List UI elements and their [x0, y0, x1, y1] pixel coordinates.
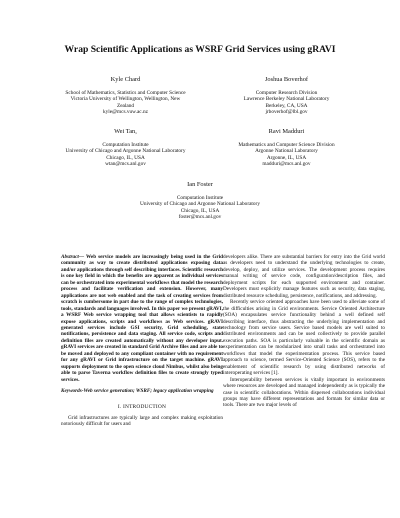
author-affiliation: Berkeley, CA, USA: [265, 102, 308, 109]
keywords: Keywords-Web service generation; WSRF; legacy application wrapping: [61, 388, 214, 395]
author-block-1: [53, 77, 198, 116]
author-name: Joshua Boverhof: [264, 76, 309, 83]
author-name: Wei Tan,: [114, 128, 137, 135]
author-affiliation: University of Chicago and Argonne National Laboratory: [65, 148, 186, 154]
author-name: Ravi Madduri: [268, 128, 305, 135]
author-email: madduri@mcs.anl.gov: [262, 161, 311, 167]
author-affiliation: Computation Institute: [102, 141, 149, 148]
abstract: [61, 254, 223, 383]
section-heading-introduction: I. INTRODUCTION: [117, 403, 167, 410]
author-affiliation: Victoria University of Wellington, Wellington, New: [70, 96, 181, 102]
body-paragraph-3: Interoperability between services is vitally important in environments where resources are developed and managed independently as is typically the case in scientific collaborations. Within dispersed collaborations individual groups may have different representations and formats for similar data or tools. There are two major levels of: [223, 376, 385, 409]
paper-title: Wrap Scientific Applications as WSRF Grid Services using gRAVI: [64, 44, 336, 55]
author-affiliation: Computer Research Division: [255, 89, 318, 96]
author-affiliation: Chicago, IL, USA: [106, 154, 145, 161]
author-affiliation: Chicago, IL, USA: [180, 207, 220, 214]
author-affiliation: Zealand: [116, 102, 135, 109]
author-block-5: [115, 182, 285, 221]
author-affiliation: University of Chicago and Argonne National Laboratory: [140, 201, 260, 207]
author-affiliation: School of Mathematics, Statistics and Computer Science: [65, 89, 186, 96]
author-affiliation: Argonne National Laboratory: [255, 148, 318, 154]
left-column: [61, 254, 223, 428]
author-block-4: [214, 129, 359, 168]
author-email: kyle@mcs.vuw.ac.nz: [103, 109, 148, 115]
author-block-3: [53, 129, 198, 168]
author-affiliation: Mathematics and Computer Science Division: [238, 141, 335, 148]
author-affiliation: Computation Institute: [176, 194, 224, 201]
author-affiliation: Lawrence Berkeley National Laboratory: [243, 96, 330, 102]
author-email: jrboverhof@lbl.gov: [265, 109, 308, 115]
intro-paragraph: Grid infrastructures are typically large and complex making exploitation notoriously difficult for users and: [61, 414, 223, 428]
author-block-2: [214, 77, 359, 116]
author-affiliation: Argonne, IL, USA: [266, 154, 307, 161]
author-name: Kyle Chard: [110, 76, 141, 83]
body-paragraph-1: developers alike. There are substantial barriers for entry into the Grid world as developers need to understand the underlying technologies to create, develop, deploy, and utilize services. The development process requires manual writing of service code, configuration/description files, and deployment scripts for each supported environment and container. Developers must explicitly manage features such as security, data staging, distributed resource scheduling, persistence, notifications, and addressing.: [223, 254, 385, 299]
author-name: Ian Foster: [187, 181, 213, 188]
right-column: [223, 254, 385, 409]
body-paragraph-2: Recently service oriented approaches have been used to alleviate some of the difficulties arising in Grid environments. Service Oriented Architecture (SOA) encapsulates service functionality behind a well defined self describing interface, thus abstracting the underlying implementation and technology from service users. Service based models are well suited to distributed environments and can be used collectively to provide parallel execution paths. SOA is particularly valuable in the scientific domain as experimentation can be modularized into small tasks and orchestrated into workflows that model the experimentation process. This service based approach to science, termed Service-Oriented Science (SOS), refers to the enablement of scientific research by using distributed networks of interoperating services [1].: [223, 299, 385, 377]
author-email: foster@mcs.anl.gov: [178, 214, 222, 220]
abstract-text: Web service models are increasingly being used in the Grid community as way to create distributed applications exposing data and/or applications through self describing interfaces. Scientific research is one key field in which the benefits are apparent as individual services can be orchestrated into experimental workflows that model the research process and facilitate verification and extension. However, many applications are not web enabled and the task of creating services from scratch is cumbersome in part due to the range of complex technologies, tools, standards and languages involved. In this paper we present gRAVI, a WSRF Web service wrapping tool that allows scientists to rapidly expose applications, scripts and workflows as Web services. gRAVI generated services include GSI security, Grid scheduling, state notifications, persistence and data staging. All service code, scripts and definition files are created automatically without any developer input. gRAVI services are created in standard Grid Archive files and are able to be moved and deployed to any compliant container with no requirement for any gRAVI or Grid infrastructure on the target machine. gRAVI supports deployment to the open science cloud Nimbus, whilst also being able to parse Taverna workflow definition files to create strongly typed services.: [61, 254, 223, 383]
abstract-label: Abstract—: [61, 254, 85, 260]
author-email: wtan@mcs.anl.gov: [105, 161, 146, 167]
